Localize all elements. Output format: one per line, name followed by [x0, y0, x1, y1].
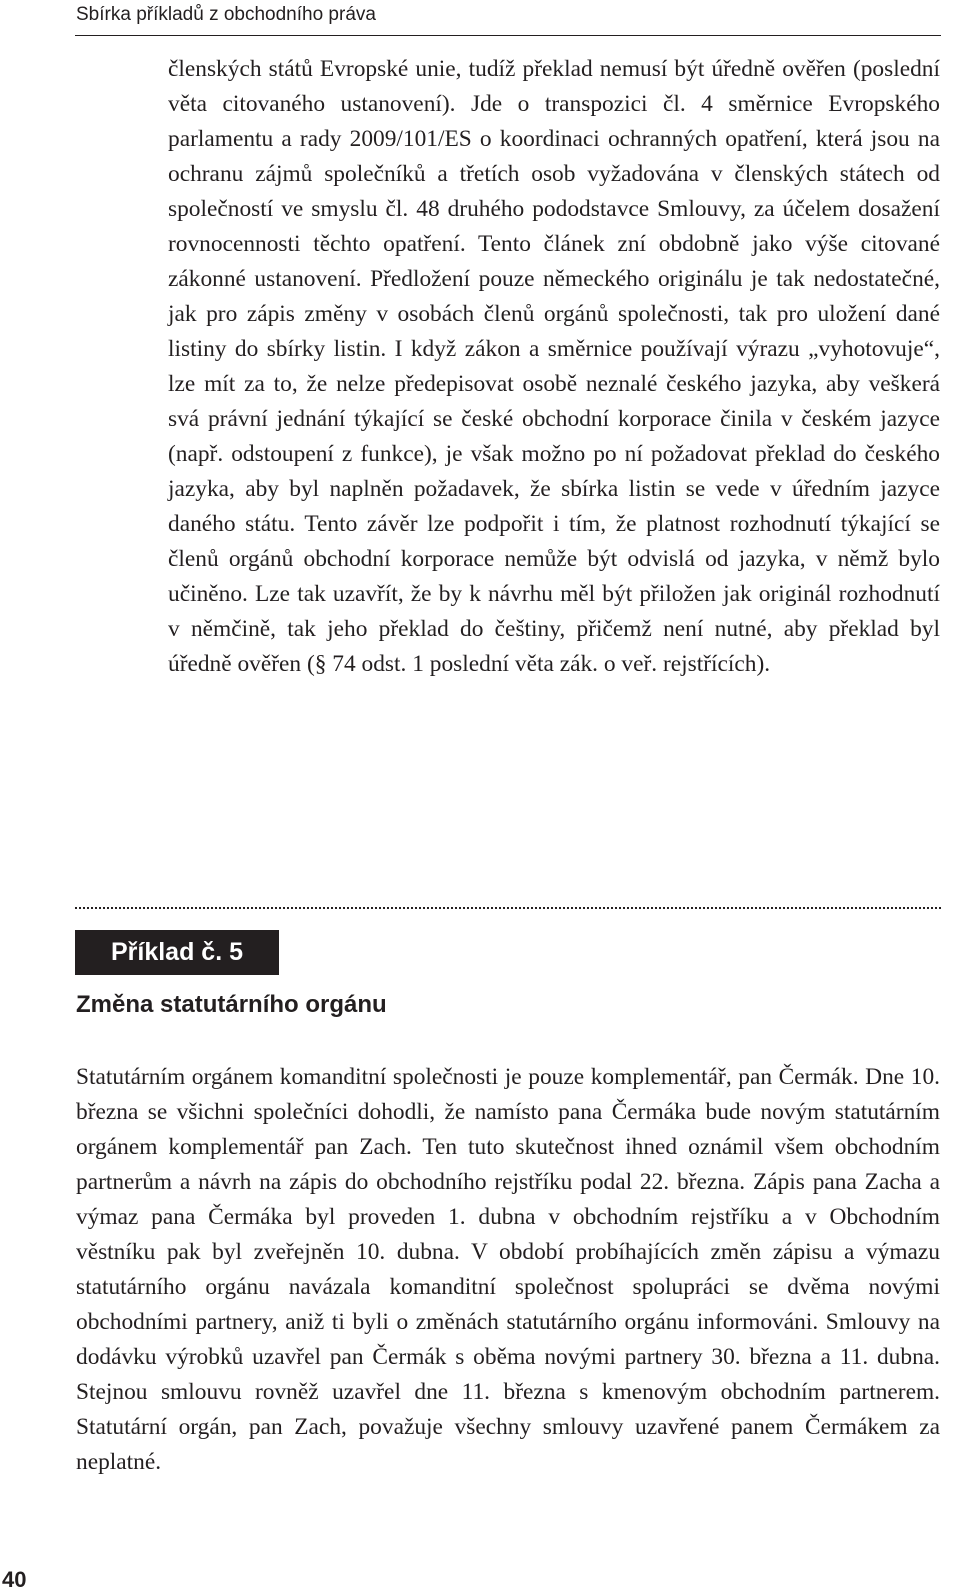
section-divider — [75, 907, 941, 909]
header-rule — [75, 35, 941, 36]
example-title: Změna statutárního orgánu — [76, 991, 387, 1018]
running-head: Sbírka příkladů z obchodního práva — [76, 4, 376, 25]
page-number: 40 — [2, 1567, 27, 1592]
body-paragraph-2: Statutárním orgánem komanditní společnosti je pouze komplementář, pan Čermák. Dne 10. března se všichni společníci dohodli, že namísto pana Čermáka bude novým statutárním orgánem komplementář pan Zach. Ten tuto skutečnost ihned oznámil všem obchodním partnerům a návrh na zápis do obchodního rejstříku podal 22. března. Zápis pana Zacha a výmaz pana Čermáka byl proveden 1. dubna v obchodním rejstříku a v Obchodním věstníku pak byl zveřejněn 10. dubna. V období probíhajících změn zápisu a výmazu statutárního orgánu navázala komanditní společnost spolupráci se dvěma novými obchodními partnery, aniž ti byli o změnách statutárního orgánu informováni. Smlouvy na dodávku výrobků uzavřel pan Čermák s oběma novými partnery 30. března a 11. dubna. Stejnou smlouvu rovněž uzavřel dne 11. března s kmenovým obchodním partnerem. Statutární orgán, pan Zach, považuje všechny smlouvy uzavřené panem Čermákem za neplatné. — [76, 1064, 940, 1475]
example-label: Příklad č. 5 — [75, 930, 279, 975]
body-paragraph-1: členských států Evropské unie, tudíž překlad nemusí být úředně ověřen (poslední věta citovaného ustanovení). Jde o transpozici čl. 4 směrnice Evropského parlamentu a rady 2009/101/ES o koordinaci ochranných opatření, která jsou na ochranu zájmů společníků a třetích osob vyžadována v členských státech od společností ve smyslu čl. 48 druhého pododstavce Smlouvy, za účelem dosažení rovnocennosti těchto opatření. Tento článek zní obdobně jako výše citované zákonné ustanovení. Předložení pouze německého originálu je tak nedostatečné, jak pro zápis změny v osobách členů orgánů společnosti, tak pro uložení dané listiny do sbírky listin. I když zákon a směrnice používají výrazu „vyhotovuje“, lze mít za to, že nelze předepisovat osobě neznalé českého jazyka, aby veškerá svá právní jednání týkající se české obchodní korporace činila v českém jazyce (např. odstoupení z funkce), je však možno po ní požadovat překlad do českého jazyka, aby byl naplněn požadavek, že sbírka listin se vede v úředním jazyce daného státu. Tento závěr lze podpořit i tím, že platnost rozhodnutí týkající se členů orgánů obchodní korporace nemůže být odvislá od jazyka, v němž bylo učiněno. Lze tak uzavřít, že by k návrhu měl být přiložen jak originál rozhodnutí v němčině, tak jeho překlad do češtiny, přičemž není nutné, aby překlad byl úředně ověřen (§ 74 odst. 1 poslední věta zák. o veř. rejstřících). — [168, 56, 940, 677]
